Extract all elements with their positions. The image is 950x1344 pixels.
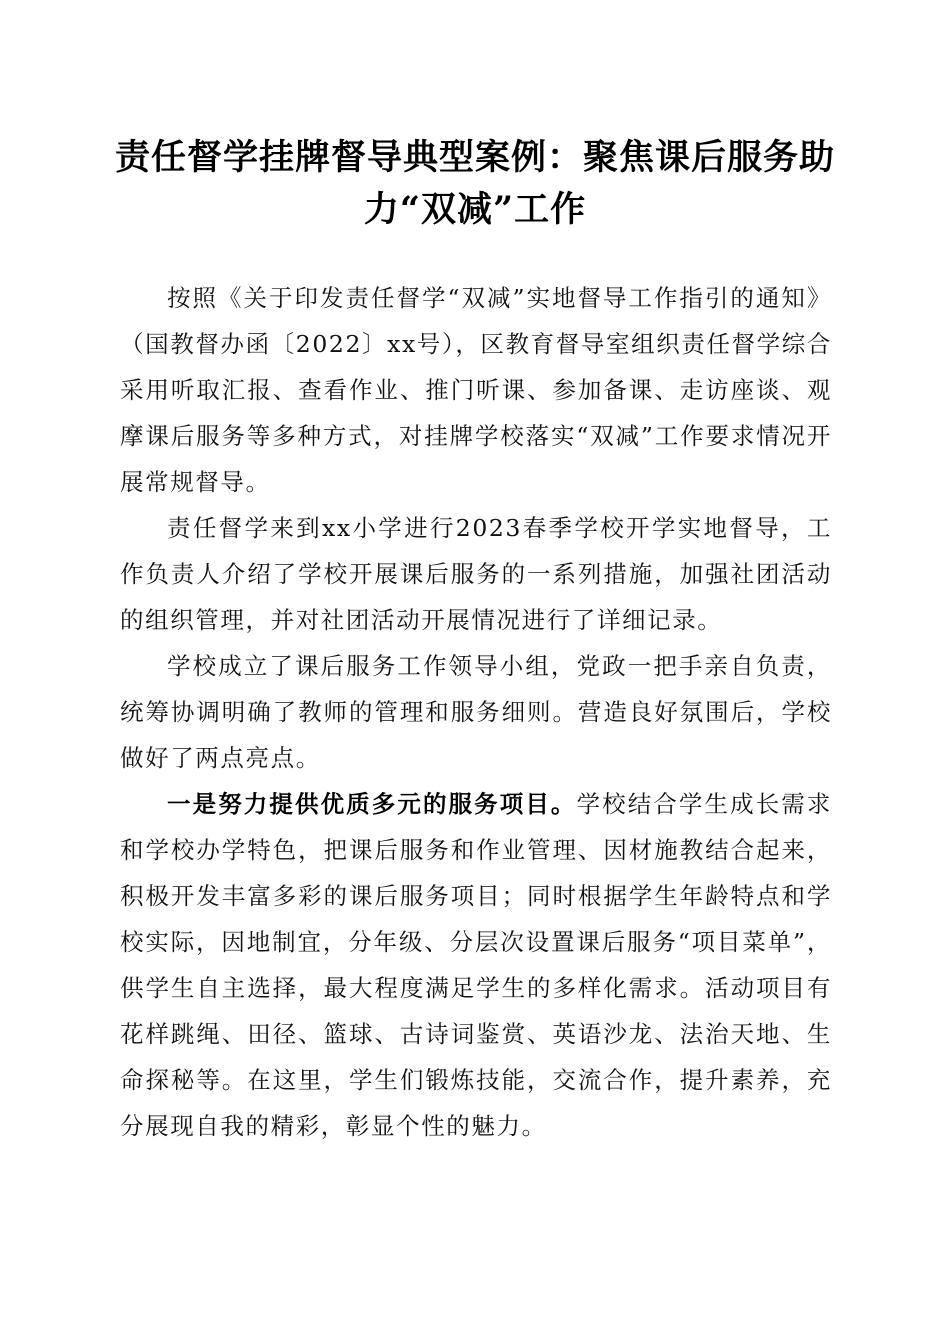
paragraph-3 — [120, 643, 832, 781]
paragraph-4 — [120, 781, 832, 1149]
title-line-1: 责任督学挂牌督导典型案例：聚焦课后服务助 — [114, 137, 835, 178]
paragraph-1 — [120, 275, 832, 505]
title-line-2: 力“双减”工作 — [363, 189, 587, 230]
document-title — [100, 132, 850, 236]
paragraph-text: 按照《关于印发责任督学“双减”实地督导工作指引的通知》（国教督办函〔2022〕xx号），区教育督导室组织责任督学综合采用听取汇报、查看作业、推门听课、参加备课、走访座谈、观摩课后服务等多种方式，对挂牌学校落实“双减”工作要求情况开展常规督导。 — [120, 284, 832, 496]
paragraph-text: 责任督学来到xx小学进行2023春季学校开学实地督导，工作负责人介绍了学校开展课后服务的一系列措施，加强社团活动的组织管理，并对社团活动开展情况进行了详细记录。 — [120, 514, 832, 634]
paragraph-text: 学校结合学生成长需求和学校办学特色，把课后服务和作业管理、因材施教结合起来，积极开发丰富多彩的课后服务项目；同时根据学生年龄特点和学校实际，因地制宜，分年级、分层次设置课后服务“项目菜单”，供学生自主选择，最大程度满足学生的多样化需求。活动项目有花样跳绳、田径、篮球、古诗词鉴赏、英语沙龙、法治天地、生命探秘等。在这里，学生们锻炼技能，交流合作，提升素养，充分展现自我的精彩，彰显个性的魅力。 — [120, 790, 832, 1140]
document-body — [120, 275, 832, 1149]
paragraph-text: 学校成立了课后服务工作领导小组，党政一把手亲自负责，统筹协调明确了教师的管理和服务细则。营造良好氛围后，学校做好了两点亮点。 — [120, 652, 832, 772]
paragraph-lead-heading: 一是努力提供优质多元的服务项目。 — [167, 790, 577, 818]
paragraph-2 — [120, 505, 832, 643]
